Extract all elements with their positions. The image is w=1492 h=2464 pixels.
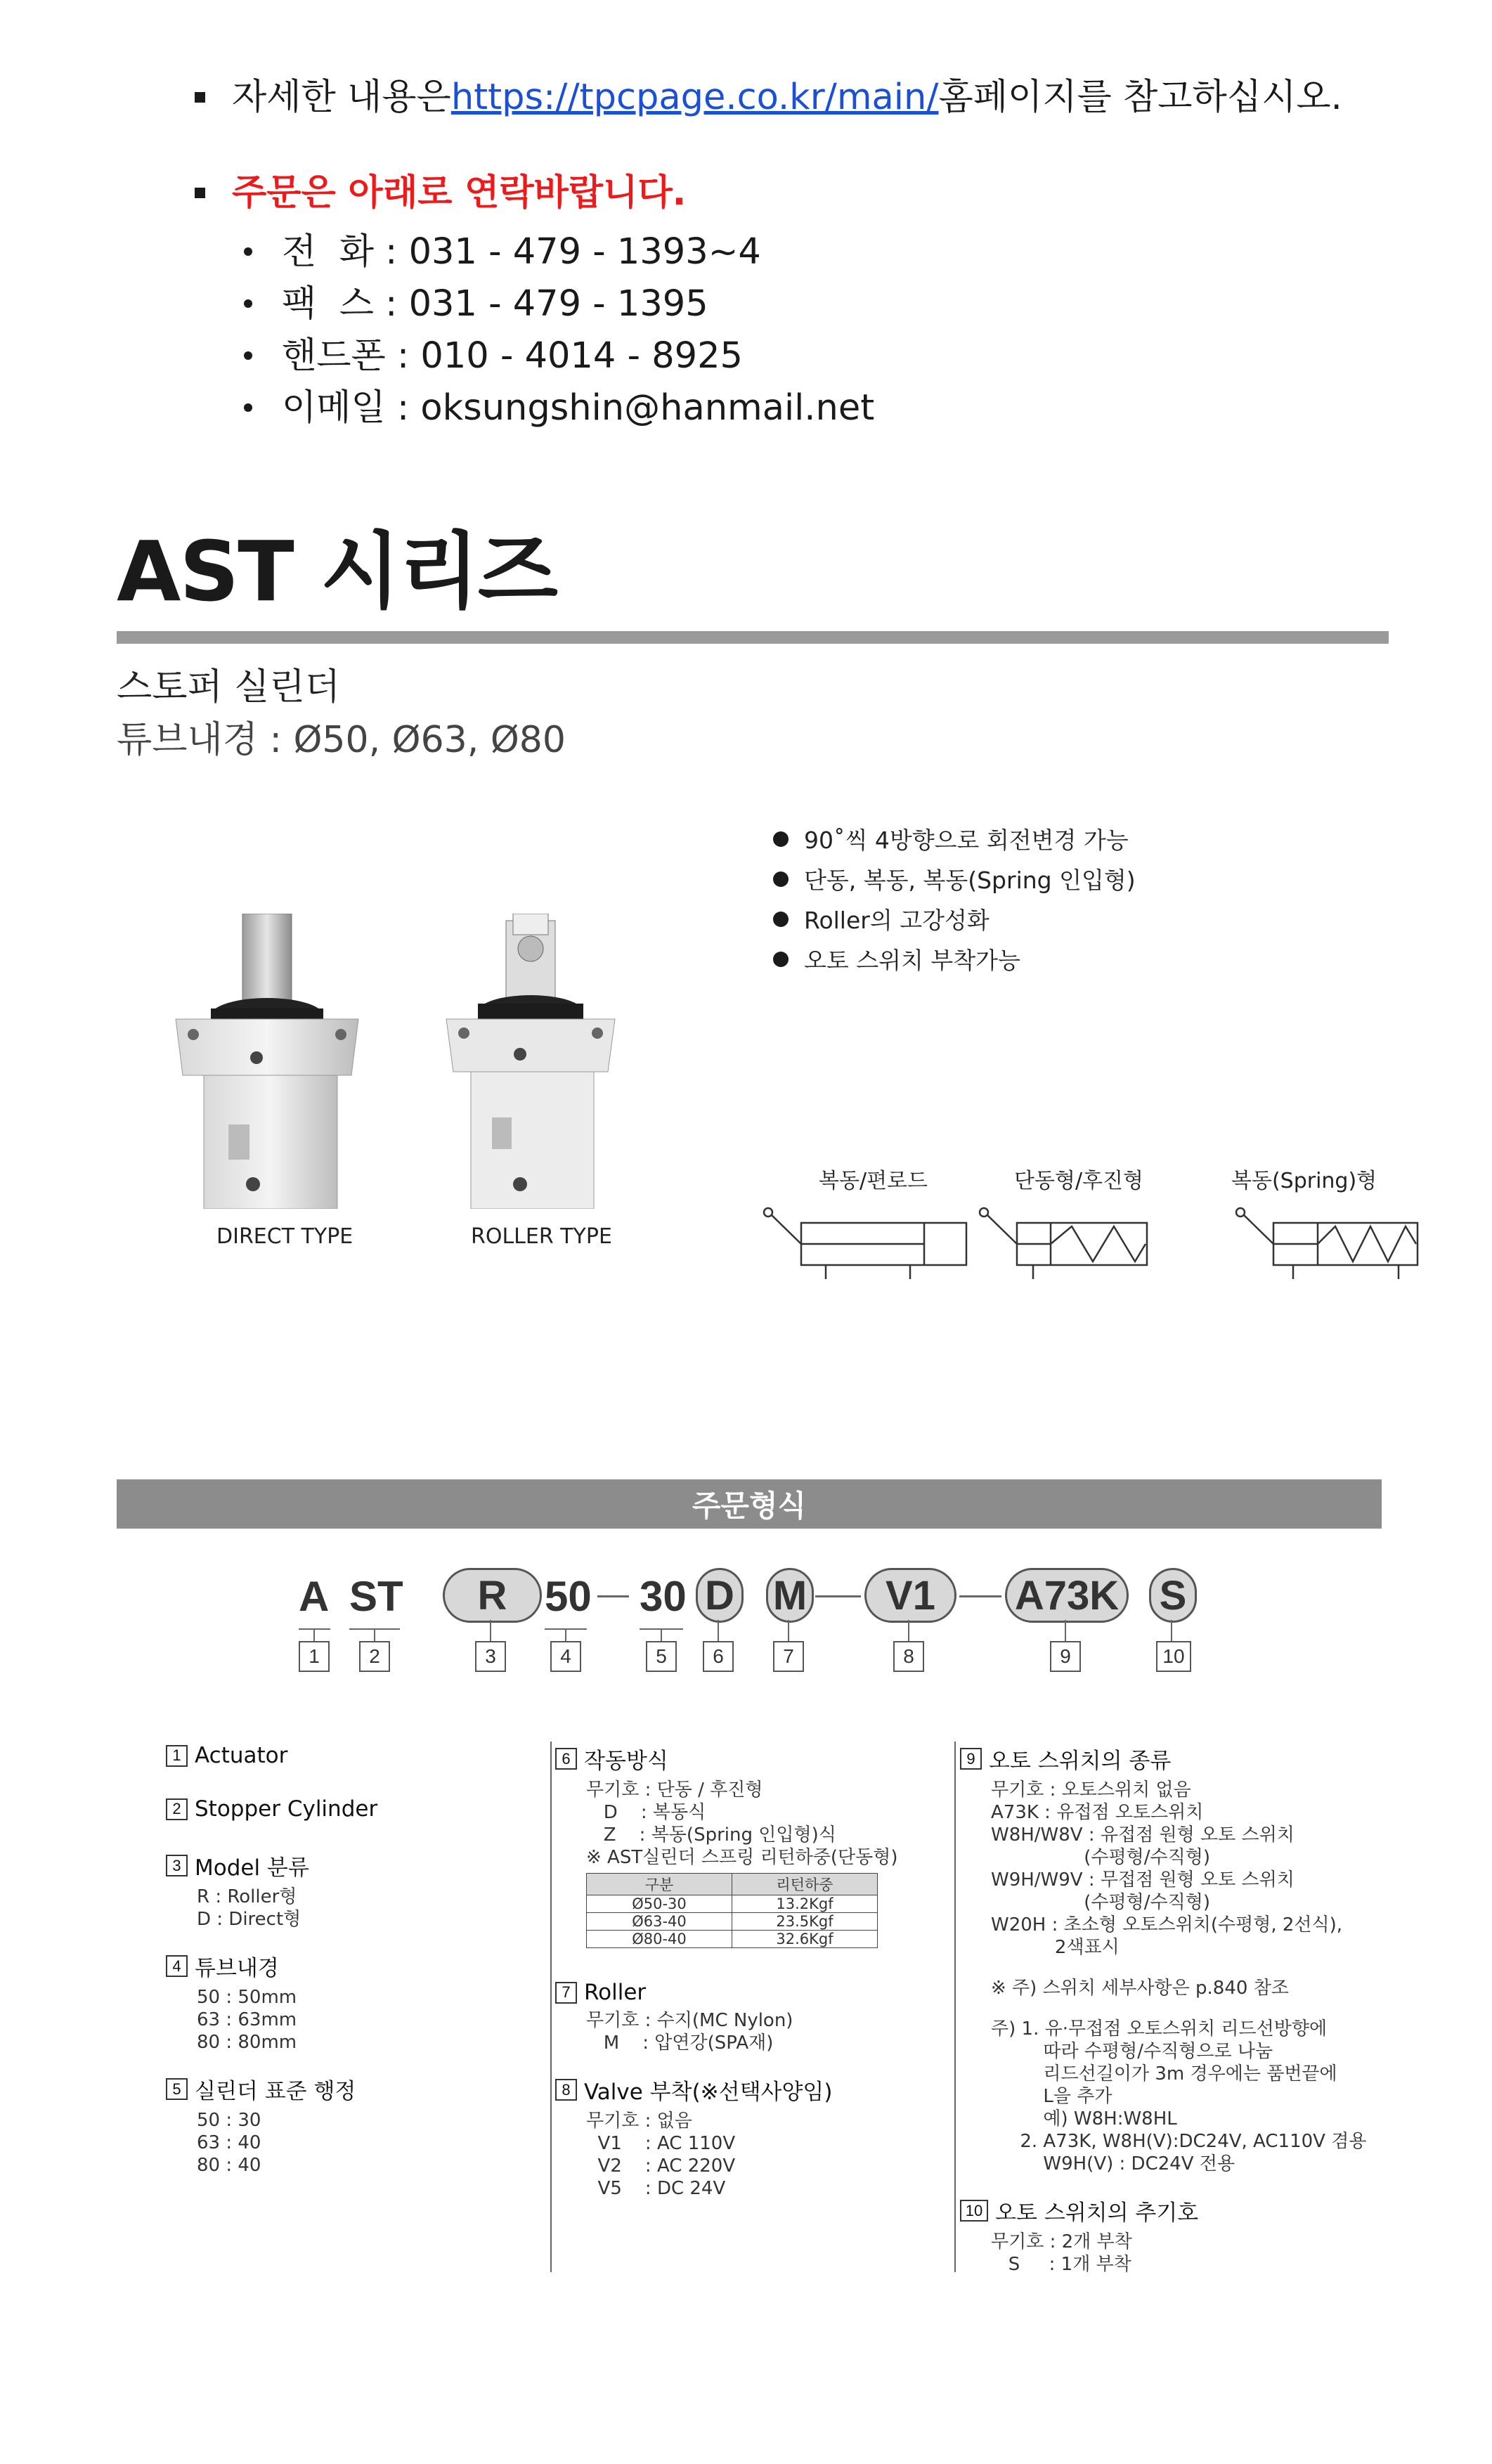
dot-bullet-icon [244,403,252,412]
section-number: 2 [166,1798,188,1820]
code-v1: V1 [864,1568,956,1623]
contact-fax [244,278,1342,330]
feature-item: Roller의 고강성화 [773,899,1136,939]
direct-type-label: DIRECT TYPE [216,1224,353,1249]
section-number: 3 [166,1855,188,1876]
contact-label: 이메일 : [282,387,421,429]
feature-item: 단동, 복동, 복동(Spring 인입형) [773,859,1136,899]
section-number: 6 [555,1748,577,1770]
feature-item: 90˚씩 4방향으로 회전변경 가능 [773,819,1136,859]
number-box-10: 10 [1156,1641,1191,1672]
contact-value: oksungshin@hanmail.net [420,387,875,429]
contact-phone [244,226,1342,278]
table-row: Ø50-30 13.2Kgf [587,1895,878,1913]
code-d: D [696,1568,744,1623]
dot-bullet-icon [773,952,789,967]
detail-column-2 [555,1743,949,2219]
dot-bullet-icon [773,831,789,847]
square-bullet-icon [195,92,205,103]
number-box-4: 4 [550,1641,581,1672]
section-number: 5 [166,2078,188,2100]
dot-bullet-icon [773,912,789,927]
dot-bullet-icon [244,247,252,256]
symbol-label-spring: 복동(Spring)형 [1231,1169,1377,1193]
symbol-label-double-acting: 복동/편로드 [819,1169,928,1193]
order-title: 주문은 아래로 연락바랍니다. [232,172,687,214]
section-valve: 8 Valve 부착(※선택사양임) 무기호 : 없음 V1 : AC 110V V2 : AC 220V V5 : DC 24V [555,2074,949,2200]
spring-return-table: 구분 리턴하중 Ø50-30 13.2Kgf Ø63-40 23.5Kgf Ø80-40 32.6Kgf [586,1873,878,1948]
section-number: 9 [960,1748,982,1770]
square-bullet-icon [195,188,205,198]
column-divider [954,1742,956,2272]
section-bore: 4 튜브내경 50 : 50mm 63 : 63mm 80 : 80mm [166,1950,531,2054]
dot-bullet-icon [244,351,252,360]
number-box-8: 8 [893,1641,924,1672]
code-s: S [1149,1568,1197,1623]
contact-value: 031 - 479 - 1395 [408,283,708,325]
section-operation: 6 작동방식 무기호 : 단동 / 후진형 D : 복동식 Z : 복동(Spring 인입형)식 ※ AST실린더 스프링 리턴하중(단동형) 구분 리턴하중 Ø50-30 13.2Kgf Ø63-40 23.5Kgf Ø80-40 32.6Kgf [555,1743,949,1948]
column-divider [550,1742,552,2272]
section-switch-type: 9 오토 스위치의 종류 무기호 : 오토스위치 없음 A73K : 유접점 오토스위치 W8H/W8V : 유접점 원형 오토 스위치 (수평형/수직형) W9H/W9V : 무접점 원형 오토 스위치 (수평형/수직형) W20H : 초소형 오토스위치(수평형, 2선식), 2색표시 ※ 주) 스위치 세부사항은 p.840 참조 주) 1. 유·무접점 오토스위치 리드선방향에 따라 수평형/수직형으로 나눔 리드선길이가 3m 경우에는 품번끝에 L을 추가 예) W8H:W8HL 2. A73K, W8H(V):DC24V, AC110V 겸용 W9H(V) : DC24V 전용 [960,1743,1438,2175]
order-format-banner: 주문형식 [117,1479,1382,1529]
section-number: 7 [555,1982,577,2004]
number-box-2: 2 [359,1641,390,1672]
section-model: 3 Model 분류 R : Roller형 D : Direct형 [166,1850,531,1931]
dash-separator [815,1595,861,1597]
code-r: R [443,1568,542,1623]
contact-value: 010 - 4014 - 8925 [420,335,743,377]
roller-type-label: ROLLER TYPE [471,1224,612,1249]
number-box-3: 3 [475,1641,506,1672]
number-box-5: 5 [646,1641,677,1672]
contact-list [244,226,1342,434]
dot-bullet-icon [773,871,789,887]
contact-mobile [244,330,1342,382]
dot-bullet-icon [244,299,252,308]
number-box-7: 7 [773,1641,804,1672]
section-stroke: 5 실린더 표준 행정 50 : 30 63 : 40 80 : 40 [166,2073,531,2177]
order-row [195,171,1342,214]
symbol-label-single-acting: 단동형/후진형 [1014,1169,1143,1193]
series-title: AST 시리즈 [117,523,557,620]
detail-column-1 [166,1743,531,2196]
code-stroke: 30 [640,1573,687,1620]
number-box-6: 6 [703,1641,734,1672]
contact-section [195,76,1342,434]
table-row: Ø80-40 32.6Kgf [587,1931,878,1948]
code-st: ST [349,1573,403,1620]
roller-type-cylinder-image [443,914,618,1209]
order-code-row [0,1564,1492,1690]
contact-label: 전 화 : [282,231,409,273]
dash-separator [597,1595,629,1597]
table-row: Ø63-40 23.5Kgf [587,1913,878,1931]
info-suffix: 홈페이지를 참고하십시오. [938,77,1342,118]
section-stopper: 2 Stopper Cylinder [166,1796,531,1822]
title-rule [117,631,1389,644]
code-m: M [766,1568,814,1623]
series-subtitle: 스토퍼 실린더 [117,666,340,708]
contact-value: 031 - 479 - 1393~4 [408,231,761,273]
number-box-1: 1 [299,1641,330,1672]
section-switch-count: 10 오토 스위치의 추기호 무기호 : 2개 부착 S : 1개 부착 [960,2195,1438,2276]
contact-label: 팩 스 : [282,283,409,325]
code-a73k: A73K [1005,1568,1129,1623]
bore-sizes: 튜브내경 : Ø50, Ø63, Ø80 [117,719,566,761]
section-number: 1 [166,1745,188,1767]
section-actuator: 1 Actuator [166,1743,531,1768]
section-number: 10 [960,2200,988,2222]
section-number: 4 [166,1955,188,1977]
code-bore: 50 [545,1573,592,1620]
section-roller: 7 Roller 무기호 : 수지(MC Nylon) M : 압연강(SPA재) [555,1980,949,2054]
info-row [195,76,1342,119]
contact-email [244,382,1342,434]
feature-item: 오토 스위치 부착가능 [773,939,1136,979]
dash-separator [959,1595,1001,1597]
section-number: 8 [555,2079,577,2101]
cylinder-symbols-diagram [763,1205,1437,1290]
direct-type-cylinder-image [172,914,362,1209]
code-a: A [299,1573,330,1620]
homepage-link[interactable]: https://tpcpage.co.kr/main/ [450,77,939,118]
feature-list [773,819,1136,979]
info-prefix: 자세한 내용은 [232,77,451,118]
contact-label: 핸드폰 : [282,335,421,377]
detail-column-3 [960,1743,1438,2295]
number-box-9: 9 [1050,1641,1081,1672]
